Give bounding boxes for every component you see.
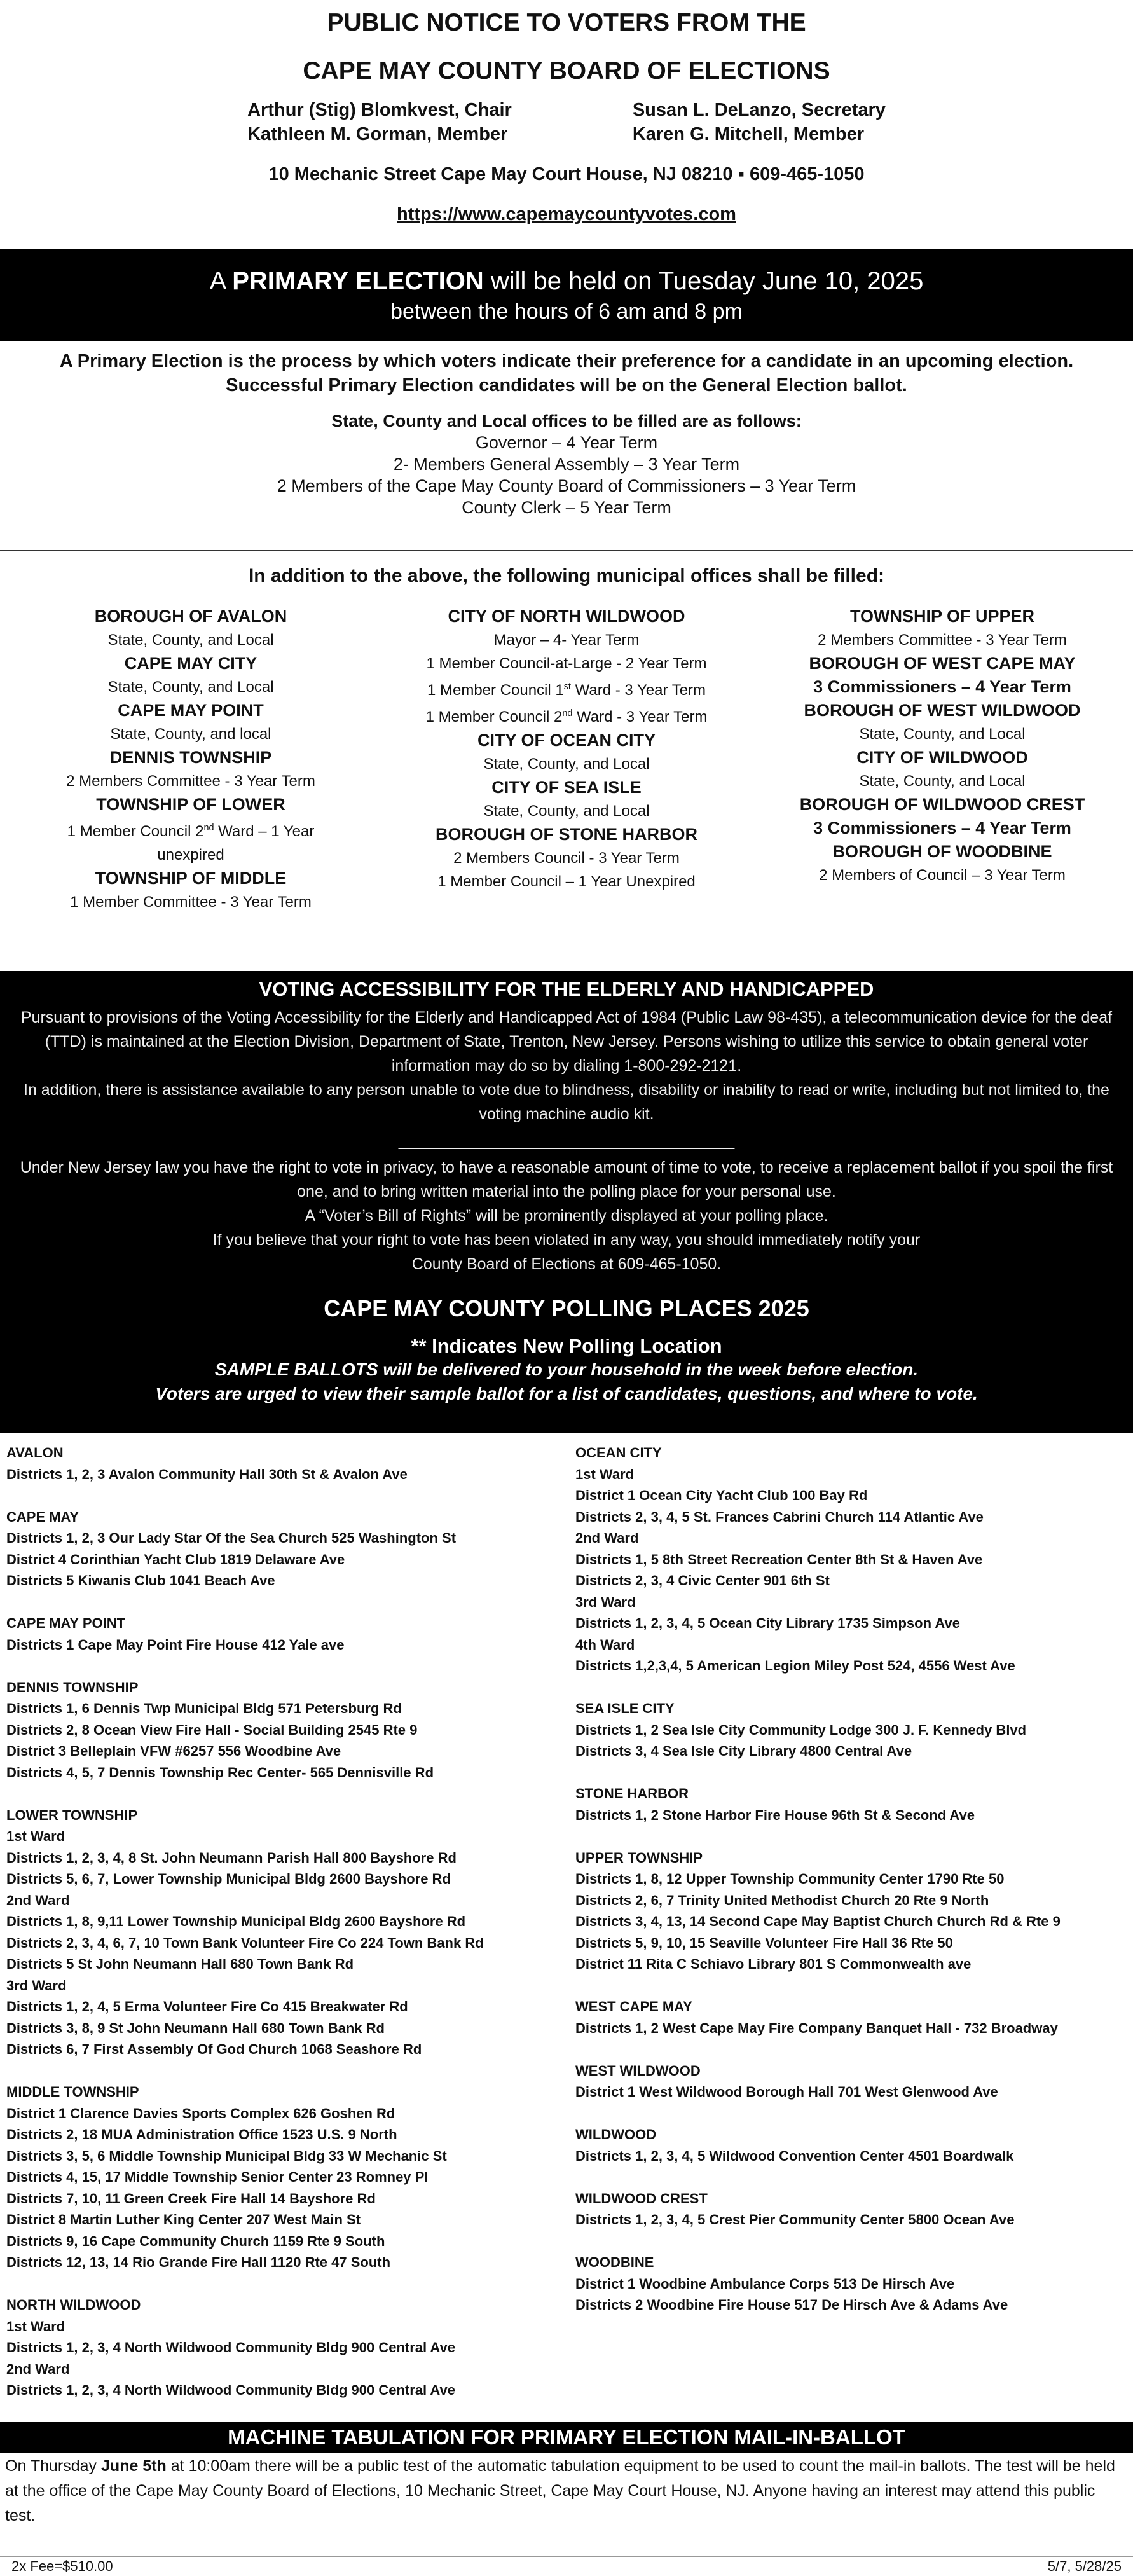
polling-location-line: District 4 Corinthian Yacht Club 1819 Delaware Ave <box>6 1551 345 1567</box>
polling-location-line: Districts 3, 4 Sea Isle City Library 4800 Central Ave <box>575 1743 912 1759</box>
polling-location-line: Districts 1, 2 Stone Harbor Fire House 96th St & Second Ave <box>575 1807 975 1823</box>
board-address: 10 Mechanic Street Cape May Court House, NJ 08210 ▪ 609-465-1050 <box>268 164 865 184</box>
officers-left <box>247 98 512 146</box>
municipal-office-detail: 2 Members Committee - 3 Year Term <box>818 631 1067 649</box>
sample-ballot-note-2: Voters are urged to view their sample ballot for a list of candidates, questions, and where to vote. <box>155 1384 978 1403</box>
polling-location-line: Districts 2, 3, 4 Civic Center 901 6th St <box>575 1573 830 1588</box>
polling-town-name: MIDDLE TOWNSHIP <box>6 2084 139 2100</box>
polling-location-line: Districts 1, 2, 3, 4, 5 Ocean City Library 1735 Simpson Ave <box>575 1615 960 1631</box>
polling-location-line: District 1 Clarence Davies Sports Complex 626 Goshen Rd <box>6 2105 395 2121</box>
officer-member: Karen G. Mitchell, Member <box>632 124 865 144</box>
municipal-office-detail: unexpired <box>157 846 224 864</box>
municipality-name: TOWNSHIP OF MIDDLE <box>95 869 287 888</box>
municipal-office-detail: State, County, and Local <box>483 802 650 820</box>
municipal-office-detail: State, County, and Local <box>483 755 650 773</box>
municipal-office-detail: State, County, and Local <box>859 726 1026 743</box>
polling-town-name: OCEAN CITY <box>575 1445 662 1461</box>
polling-location-line: Districts 1, 2, 3, 4, 5 Crest Pier Community Center 5800 Ocean Ave <box>575 2212 1015 2228</box>
election-type: PRIMARY ELECTION <box>232 266 484 295</box>
polling-location-line: Districts 1, 8, 12 Upper Township Community Center 1790 Rte 50 <box>575 1871 1005 1887</box>
election-hours: between the hours of 6 am and 8 pm <box>390 299 743 324</box>
polling-town-block <box>6 1805 575 2060</box>
polling-location-line: District 1 Ocean City Yacht Club 100 Bay Rd <box>575 1487 868 1503</box>
polling-town-name: WILDWOOD CREST <box>575 2190 708 2207</box>
polling-location-line: Districts 1, 2, 3 Our Lady Star Of the Sea Church 525 Washington St <box>6 1530 457 1546</box>
polling-town-block <box>6 1613 575 1655</box>
polling-location-line: Districts 3, 8, 9 St John Neumann Hall 680 Town Bank Rd <box>6 2020 385 2036</box>
election-pre: A <box>209 266 233 295</box>
polling-town-name: WOODBINE <box>575 2254 654 2270</box>
new-location-note: ** Indicates New Polling Location <box>411 1335 722 1357</box>
polling-town-block <box>6 1506 575 1592</box>
notice-title-line1: PUBLIC NOTICE TO VOTERS FROM THE <box>327 9 806 36</box>
polling-town-name: WEST CAPE MAY <box>575 1999 692 2015</box>
officer-chair: Arthur (Stig) Blomkvest, Chair <box>247 100 512 120</box>
polling-town-block <box>575 1698 1122 1762</box>
municipal-office-detail: 1 Member Council – 1 Year Unexpired <box>437 873 696 890</box>
polling-location-line: 1st Ward <box>6 1828 65 1844</box>
polling-town-name: WILDWOOD <box>575 2126 657 2142</box>
municipal-office-detail: 2 Members Committee - 3 Year Term <box>66 773 315 790</box>
polling-town-block <box>575 1996 1122 2039</box>
polling-location-line: District 1 West Wildwood Borough Hall 701 West Glenwood Ave <box>575 2084 998 2100</box>
polling-town-block <box>575 2188 1122 2231</box>
intro-line1: A Primary Election is the process by which voters indicate their preference for a candidate in an upcoming election. <box>59 351 1074 371</box>
officers-right <box>633 98 886 146</box>
polling-location-line: 1st Ward <box>6 2318 65 2334</box>
polling-location-line: 3rd Ward <box>6 1977 67 1994</box>
polling-location-line: Districts 2, 3, 4, 6, 7, 10 Town Bank Volunteer Fire Co 224 Town Bank Rd <box>6 1934 484 1951</box>
polling-location-line: Districts 1, 2, 3, 4, 8 St. John Neumann Parish Hall 800 Bayshore Rd <box>6 1849 457 1866</box>
municipal-office-detail: 1 Member Council 2nd Ward - 3 Year Term <box>425 708 708 726</box>
office-item: County Clerk – 5 Year Term <box>462 498 671 517</box>
polling-location-line: Districts 1, 2 West Cape May Fire Company Banquet Hall - 732 Broadway <box>575 2020 1058 2036</box>
polling-location-line: Districts 2, 3, 4, 5 St. Frances Cabrini Church 114 Atlantic Ave <box>575 1508 984 1525</box>
municipality-name: BOROUGH OF AVALON <box>94 607 287 626</box>
municipality-name: CITY OF SEA ISLE <box>491 778 642 797</box>
polling-location-line: Districts 1, 2, 3, 4, 5 Wildwood Convention Center 4501 Boardwalk <box>575 2147 1014 2164</box>
polling-column-right <box>575 1442 1122 2422</box>
municipal-office-detail: State, County, and local <box>110 726 271 743</box>
polling-location-line: Districts 7, 10, 11 Green Creek Fire Hall 14 Bayshore Rd <box>6 2190 376 2207</box>
polling-location-line: Districts 1,2,3,4, 5 American Legion Miley Post 524, 4556 West Ave <box>575 1658 1015 1674</box>
polling-places-banner <box>0 1289 1133 1433</box>
polling-town-name: CAPE MAY <box>6 1508 79 1525</box>
polling-town-block <box>6 2081 575 2273</box>
polling-town-name: LOWER TOWNSHIP <box>6 1807 138 1823</box>
polling-location-line: Districts 2, 8 Ocean View Fire Hall - Social Building 2545 Rte 9 <box>6 1721 418 1738</box>
board-website-link[interactable]: https://www.capemaycountyvotes.com <box>397 204 736 224</box>
board-officers <box>0 98 1133 146</box>
municipal-office-detail: 1 Member Committee - 3 Year Term <box>70 893 312 911</box>
municipal-office-detail: 1 Member Council-at-Large - 2 Year Term <box>426 655 707 672</box>
accessibility-p3: Under New Jersey law you have the right to vote in privacy, to have a reasonable amount of time to vote, to receive a replacement ballot if you spoil the first one, and to bring written material into the polling place for your personal use. <box>20 1159 1113 1201</box>
polling-location-line: 4th Ward <box>575 1636 635 1653</box>
publication-dates: 5/7, 5/28/25 <box>1047 2558 1122 2574</box>
polling-location-line: Districts 6, 7 First Assembly Of God Church 1068 Seashore Rd <box>6 2041 422 2057</box>
polling-location-line: 3rd Ward <box>575 1594 636 1610</box>
polling-town-name: CAPE MAY POINT <box>6 1615 126 1631</box>
polling-location-line: Districts 12, 13, 14 Rio Grande Fire Hall 1120 Rte 47 South <box>6 2254 391 2270</box>
accessibility-p2: In addition, there is assistance available to any person unable to vote due to blindness, disability or inability to read or write, including but not limited to, the voting machine audio kit. <box>24 1081 1109 1123</box>
polling-town-block <box>6 1442 575 1485</box>
polling-town-block <box>575 2124 1122 2166</box>
polling-location-line: Districts 1, 2 Sea Isle City Community Lodge 300 J. F. Kennedy Blvd <box>575 1721 1027 1738</box>
election-date-line <box>210 267 924 296</box>
polling-location-line: District 3 Belleplain VFW #6257 556 Woodbine Ave <box>6 1743 341 1759</box>
municipality-name: TOWNSHIP OF LOWER <box>96 795 285 814</box>
polling-town-block <box>6 1677 575 1784</box>
municipality-name: CITY OF OCEAN CITY <box>477 731 656 750</box>
polling-location-line: 2nd Ward <box>575 1530 639 1546</box>
polling-location-line: Districts 5, 9, 10, 15 Seaville Volunteer Fire Hall 36 Rte 50 <box>575 1934 953 1951</box>
municipal-office-detail: 2 Members of Council – 3 Year Term <box>819 867 1066 884</box>
accessibility-p6: County Board of Elections at 609-465-1050. <box>411 1255 722 1273</box>
mail-test-date: June 5th <box>101 2457 167 2475</box>
municipality-name: BOROUGH OF WILDWOOD CREST <box>799 795 1085 814</box>
notice-title-line2: CAPE MAY COUNTY BOARD OF ELECTIONS <box>303 57 830 85</box>
municipal-office-detail: 1 Member Council 1st Ward - 3 Year Term <box>427 682 706 699</box>
municipality-name: CAPE MAY POINT <box>118 701 264 720</box>
polling-location-line: Districts 3, 4, 13, 14 Second Cape May Baptist Church Church Rd & Rte 9 <box>575 1913 1061 1929</box>
municipal-column-1 <box>13 605 369 914</box>
municipality-name: BOROUGH OF STONE HARBOR <box>435 825 697 844</box>
municipal-offices <box>0 551 1133 971</box>
municipality-name: BOROUGH OF WEST CAPE MAY <box>809 654 1076 673</box>
polling-town-block <box>575 1783 1122 1826</box>
mail-tabulation-title: MACHINE TABULATION FOR PRIMARY ELECTION MAIL-IN-BALLOT <box>0 2422 1133 2453</box>
polling-location-line: Districts 1, 2, 3 Avalon Community Hall 30th St & Avalon Ave <box>6 1466 408 1482</box>
municipal-office-detail: Mayor – 4- Year Term <box>493 631 640 649</box>
notice-footer <box>0 2556 1133 2576</box>
officer-secretary: Susan L. DeLanzo, Secretary <box>632 100 886 120</box>
municipal-office-detail: 3 Commissioners – 4 Year Term <box>813 677 1071 696</box>
municipality-name: TOWNSHIP OF UPPER <box>849 607 1035 626</box>
polling-town-block <box>575 2252 1122 2316</box>
polling-location-line: District 8 Martin Luther King Center 207 West Main St <box>6 2212 361 2228</box>
municipal-office-detail: 3 Commissioners – 4 Year Term <box>813 818 1071 837</box>
municipal-column-3 <box>764 605 1120 914</box>
polling-town-block <box>575 1847 1122 1975</box>
offices-heading: State, County and Local offices to be filled are as follows: <box>331 411 802 430</box>
polling-location-line: District 11 Rita C Schiavo Library 801 S Commonwealth ave <box>575 1956 972 1972</box>
polling-town-name: AVALON <box>6 1445 64 1461</box>
election-banner <box>0 249 1133 341</box>
mail-text-post: at 10:00am there will be a public test of the automatic tabulation equipment to be used to count the mail-in ballots. The test will be held at the office of the Cape May County Board of Elections, 10 Mechanic Street, Cape May Court House, NJ. Anyone having an interest may attend this public test. <box>5 2457 1115 2524</box>
municipal-office-detail: State, County, and Local <box>107 678 274 696</box>
polling-location-line: 1st Ward <box>575 1466 635 1482</box>
municipal-column-2 <box>388 605 745 914</box>
polling-location-line: Districts 1, 6 Dennis Twp Municipal Bldg 571 Petersburg Rd <box>6 1700 402 1716</box>
polling-town-name: NORTH WILDWOOD <box>6 2297 141 2313</box>
polling-location-line: Districts 1, 2, 3, 4 North Wildwood Community Bldg 900 Central Ave <box>6 2382 455 2398</box>
polling-location-line: District 1 Woodbine Ambulance Corps 513 De Hirsch Ave <box>575 2275 955 2292</box>
polling-title: CAPE MAY COUNTY POLLING PLACES 2025 <box>324 1295 809 1321</box>
polling-location-line: Districts 2 Woodbine Fire House 517 De Hirsch Ave & Adams Ave <box>575 2297 1008 2313</box>
accessibility-section <box>0 971 1133 1289</box>
polling-location-line: Districts 4, 5, 7 Dennis Township Rec Center- 565 Dennisville Rd <box>6 1764 434 1780</box>
polling-places-list <box>0 1433 1133 2422</box>
accessibility-title: VOTING ACCESSIBILITY FOR THE ELDERLY AND HANDICAPPED <box>259 978 874 1000</box>
intro-line2: Successful Primary Election candidates will be on the General Election ballot. <box>226 375 907 396</box>
municipality-name: CITY OF NORTH WILDWOOD <box>448 607 685 626</box>
primary-intro <box>0 341 1133 551</box>
municipality-name: DENNIS TOWNSHIP <box>109 748 272 767</box>
publication-fee: 2x Fee=$510.00 <box>11 2558 113 2574</box>
accessibility-p4: A “Voter’s Bill of Rights” will be prominently displayed at your polling place. <box>305 1207 828 1225</box>
polling-town-name: UPPER TOWNSHIP <box>575 1849 703 1866</box>
polling-location-line: Districts 9, 16 Cape Community Church 1159 Rte 9 South <box>6 2233 385 2249</box>
polling-location-line: Districts 1, 2, 4, 5 Erma Volunteer Fire Co 415 Breakwater Rd <box>6 1999 408 2015</box>
polling-location-line: Districts 5, 6, 7, Lower Township Municipal Bldg 2600 Bayshore Rd <box>6 1871 451 1887</box>
municipality-name: CAPE MAY CITY <box>124 654 258 673</box>
polling-location-line: Districts 1, 8, 9,11 Lower Township Municipal Bldg 2600 Bayshore Rd <box>6 1913 466 1929</box>
mail-in-tabulation <box>0 2422 1133 2556</box>
polling-location-line: 2nd Ward <box>6 2360 70 2377</box>
municipal-office-detail: State, County, and Local <box>107 631 274 649</box>
polling-town-block <box>6 2294 575 2401</box>
office-item: 2 Members of the Cape May County Board of Commissioners – 3 Year Term <box>277 476 856 495</box>
election-date: will be held on Tuesday June 10, 2025 <box>483 266 924 295</box>
municipality-name: CITY OF WILDWOOD <box>856 748 1028 767</box>
polling-town-name: STONE HARBOR <box>575 1786 689 1801</box>
office-item: 2- Members General Assembly – 3 Year Term <box>393 455 740 474</box>
municipal-office-detail: 2 Members Council - 3 Year Term <box>453 850 680 867</box>
polling-town-name: DENNIS TOWNSHIP <box>6 1679 139 1695</box>
polling-location-line: Districts 3, 5, 6 Middle Township Municipal Bldg 33 W Mechanic St <box>6 2147 447 2164</box>
polling-location-line: Districts 4, 15, 17 Middle Township Senior Center 23 Romney Pl <box>6 2169 429 2185</box>
municipal-office-detail: State, County, and Local <box>859 773 1026 790</box>
sample-ballot-note-1: SAMPLE BALLOTS will be delivered to your household in the week before election. <box>214 1360 919 1379</box>
polling-town-name: WEST WILDWOOD <box>575 2062 701 2079</box>
polling-location-line: 2nd Ward <box>6 1892 70 1908</box>
polling-town-block <box>575 2060 1122 2103</box>
polling-town-name: SEA ISLE CITY <box>575 1700 675 1716</box>
polling-location-line: Districts 5 Kiwanis Club 1041 Beach Ave <box>6 1573 275 1588</box>
polling-location-line: Districts 5 St John Neumann Hall 680 Town Bank Rd <box>6 1956 354 1972</box>
polling-location-line: Districts 1, 2, 3, 4 North Wildwood Community Bldg 900 Central Ave <box>6 2339 455 2355</box>
mail-text-pre: On Thursday <box>5 2457 102 2475</box>
municipal-heading: In addition to the above, the following municipal offices shall be filled: <box>248 565 885 586</box>
accessibility-p5: If you believe that your right to vote has been violated in any way, you should immediately notify your <box>212 1231 921 1249</box>
polling-town-block <box>575 1442 1122 1677</box>
accessibility-p1: Pursuant to provisions of the Voting Accessibility for the Elderly and Handicapped Act of 1984 (Public Law 98-435), a telecommunication device for the deaf (TTD) is maintained at the Election Division, Department of State, Trenton, New Jersey. Persons wishing to utilize this service to obtain general voter information may do so by dialing 1-800-292-2121. <box>20 1009 1113 1075</box>
office-item: Governor – 4 Year Term <box>475 433 658 452</box>
municipal-columns <box>0 587 1133 914</box>
polling-location-line: Districts 2, 18 MUA Administration Office 1523 U.S. 9 North <box>6 2126 397 2142</box>
officer-member: Kathleen M. Gorman, Member <box>247 124 508 144</box>
polling-location-line: Districts 2, 6, 7 Trinity United Methodist Church 20 Rte 9 North <box>575 1892 989 1908</box>
mail-tabulation-text <box>5 2453 1128 2528</box>
municipal-office-detail: 1 Member Council 2nd Ward – 1 Year <box>67 823 315 840</box>
polling-column-left <box>6 1442 575 2422</box>
polling-location-line: Districts 1 Cape May Point Fire House 412 Yale ave <box>6 1636 345 1653</box>
municipality-name: BOROUGH OF WEST WILDWOOD <box>804 701 1081 720</box>
notice-header <box>0 0 1133 249</box>
divider: ______________________________________ <box>398 1132 735 1150</box>
municipality-name: BOROUGH OF WOODBINE <box>832 842 1052 861</box>
polling-location-line: Districts 1, 5 8th Street Recreation Center 8th St & Haven Ave <box>575 1551 983 1567</box>
